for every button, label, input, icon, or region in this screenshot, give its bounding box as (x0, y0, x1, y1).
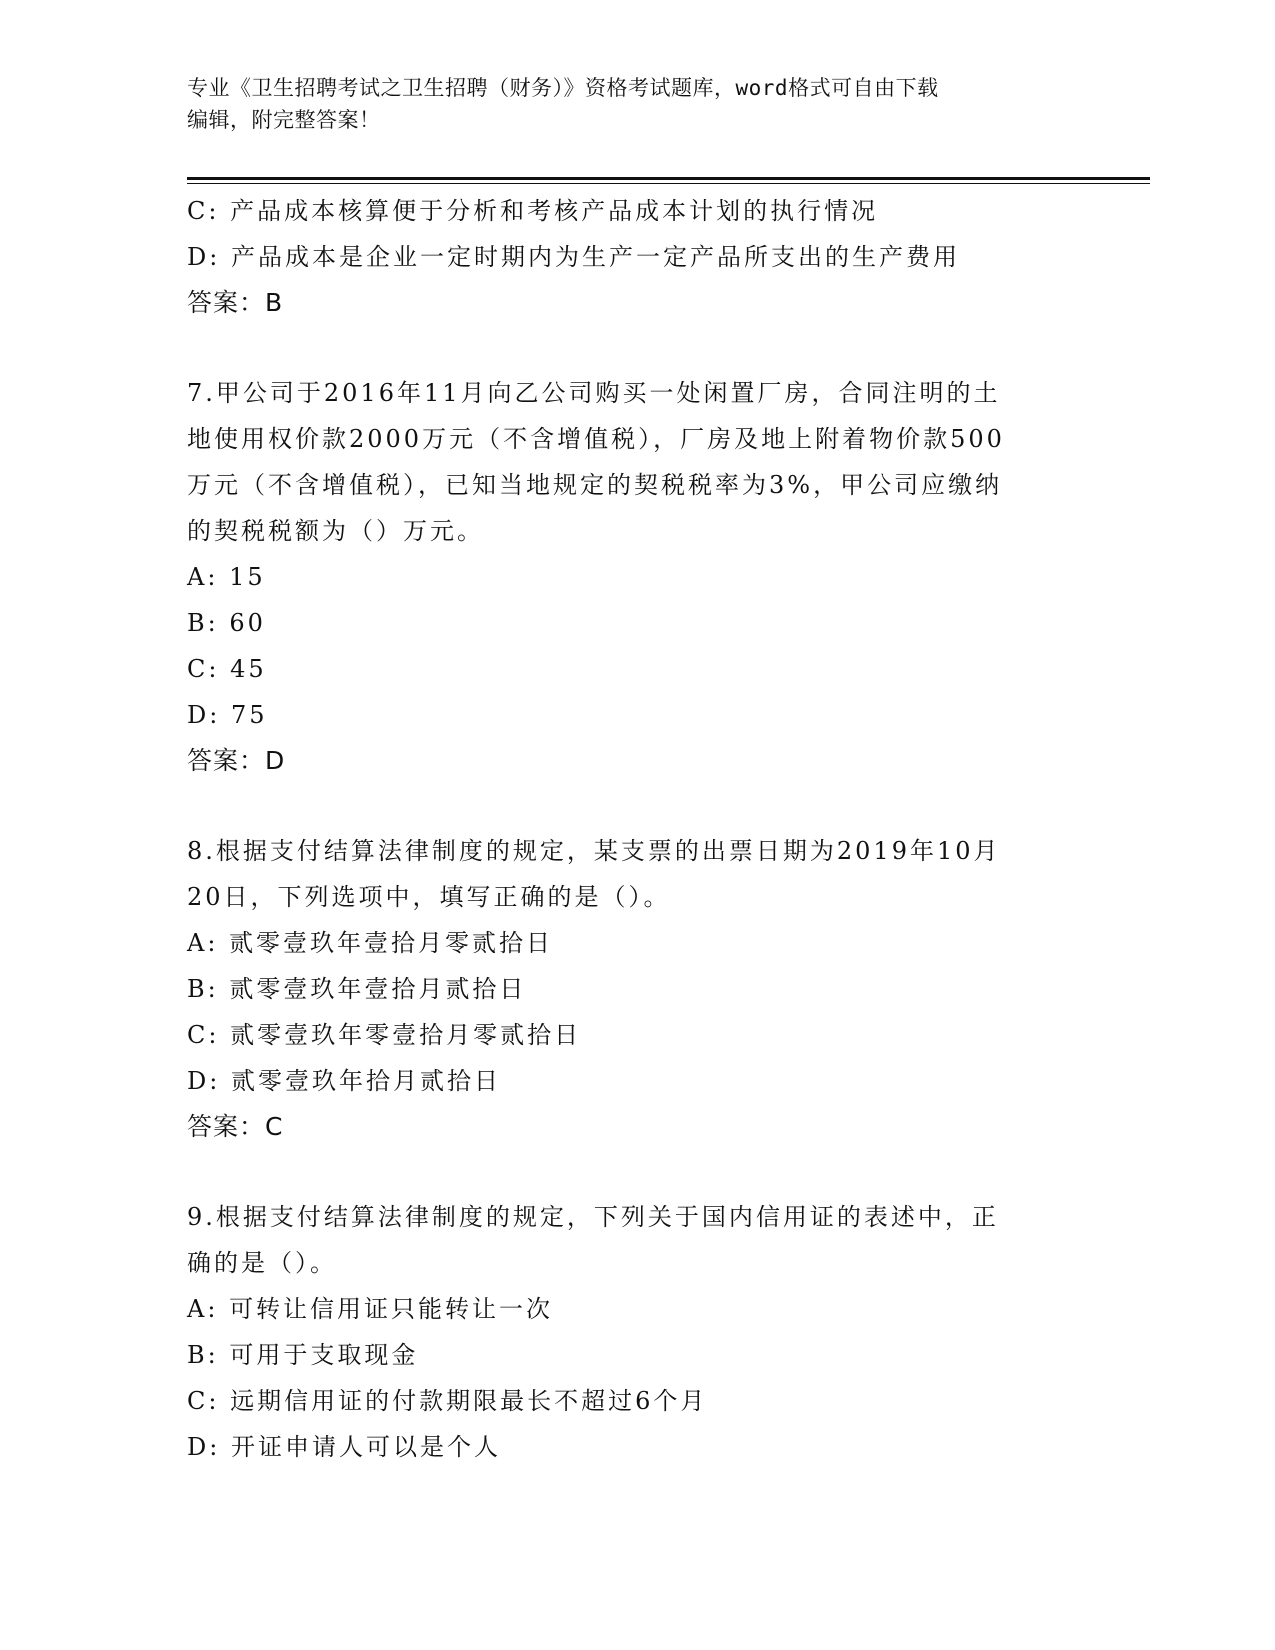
option-a (187, 1286, 1067, 1332)
option-a (187, 554, 1067, 600)
option-text: 贰零壹玖年零壹拾月零贰拾日 (230, 1021, 582, 1049)
option-label: D: (187, 1433, 221, 1461)
option-text: 60 (229, 609, 266, 637)
option-label: D: (187, 701, 221, 729)
question-text-line: 万元（不含增值税），已知当地规定的契税税率为3%，甲公司应缴纳 (187, 471, 1003, 499)
option-b (187, 966, 1067, 1012)
option-b (187, 600, 1067, 646)
question-7 (187, 370, 1067, 784)
option-text: 75 (230, 701, 268, 729)
option-text: 可转让信用证只能转让一次 (229, 1295, 554, 1323)
option-label: C: (187, 197, 220, 225)
option-text: 可用于支取现金 (229, 1341, 419, 1369)
option-label: A: (187, 1295, 219, 1323)
option-text: 贰零壹玖年壹拾月零贰拾日 (229, 929, 554, 957)
header-line-1: 专业《卫生招聘考试之卫生招聘（财务）》资格考试题库，word格式可自由下载 (187, 76, 939, 100)
option-text: 15 (229, 563, 266, 591)
option-label: A: (187, 563, 219, 591)
answer-line: 答案：B (187, 288, 284, 317)
option-label: D: (187, 243, 221, 271)
answer-line: 答案：D (187, 746, 286, 775)
option-d (187, 1424, 1067, 1470)
option-label: B: (187, 609, 219, 637)
option-d (187, 692, 1067, 738)
option-a (187, 920, 1067, 966)
option-text: 开证申请人可以是个人 (230, 1433, 501, 1461)
option-label: C: (187, 655, 220, 683)
question-text-line: 7.甲公司于2016年11月向乙公司购买一处闲置厂房，合同注明的土 (187, 379, 1001, 407)
option-label: B: (187, 1341, 219, 1369)
question-text-line: 9.根据支付结算法律制度的规定，下列关于国内信用证的表述中，正 (187, 1203, 999, 1231)
document-body (187, 188, 1067, 1470)
header-line-2: 编辑，附完整答案！ (187, 108, 381, 132)
question-8 (187, 828, 1067, 1150)
option-c (187, 188, 1067, 234)
option-text: 产品成本核算便于分析和考核产品成本计划的执行情况 (230, 197, 879, 225)
question-6-tail (187, 188, 1067, 326)
question-text-line: 地使用权价款2000万元（不含增值税），厂房及地上附着物价款500 (187, 425, 1005, 453)
answer-line: 答案：C (187, 1112, 284, 1141)
option-label: D: (187, 1067, 221, 1095)
option-label: A: (187, 929, 219, 957)
option-label: C: (187, 1021, 220, 1049)
option-label: C: (187, 1387, 220, 1415)
option-text: 贰零壹玖年拾月贰拾日 (230, 1067, 501, 1095)
question-text-line: 8.根据支付结算法律制度的规定，某支票的出票日期为2019年10月 (187, 837, 1001, 865)
header-rule-thin (187, 183, 1150, 184)
option-text: 贰零壹玖年壹拾月贰拾日 (229, 975, 527, 1003)
option-text: 远期信用证的付款期限最长不超过6个月 (230, 1387, 708, 1415)
question-9 (187, 1194, 1067, 1470)
option-c (187, 646, 1067, 692)
option-d (187, 234, 1067, 280)
document-header (187, 72, 1087, 136)
option-c (187, 1378, 1067, 1424)
question-text-line: 确的是（）。 (187, 1249, 337, 1277)
option-c (187, 1012, 1067, 1058)
option-label: B: (187, 975, 219, 1003)
option-text: 产品成本是企业一定时期内为生产一定产品所支出的生产费用 (230, 243, 960, 271)
option-text: 45 (230, 655, 267, 683)
option-b (187, 1332, 1067, 1378)
question-text-line: 的契税税额为（）万元。 (187, 517, 484, 545)
header-rule-thick (187, 177, 1150, 180)
question-text-line: 20日，下列选项中，填写正确的是（）。 (187, 883, 671, 911)
option-d (187, 1058, 1067, 1104)
